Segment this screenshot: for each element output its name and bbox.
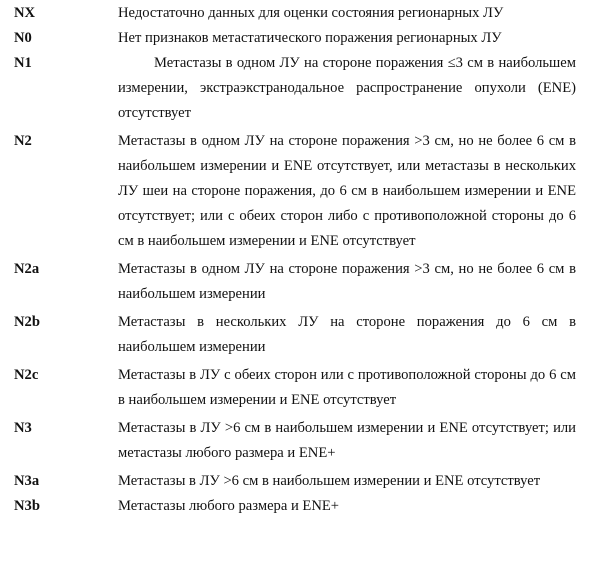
n-classification-table: [0, 1, 604, 519]
stage-code: N2: [14, 133, 32, 149]
stage-description: Метастазы в ЛУ >6 см в наибольшем измерении и ENE отсутствует: [118, 473, 541, 489]
stage-code: N3: [14, 420, 32, 436]
table-row: [0, 26, 604, 51]
stage-description: Метастазы в нескольких ЛУ на стороне поражения до 6 см в наибольшем измерении: [118, 314, 576, 355]
stage-description: Недостаточно данных для оценки состояния регионарных ЛУ: [118, 5, 504, 21]
stage-code: N2a: [14, 261, 40, 277]
table-row: [0, 51, 604, 129]
stage-code: N2c: [14, 367, 39, 383]
stage-description: Нет признаков метастатического поражения регионарных ЛУ: [118, 30, 502, 46]
stage-code: N2b: [14, 314, 40, 330]
stage-description: Метастазы в одном ЛУ на стороне поражения ≤3 см в наибольшем измерении, экстраэкстранодальное распространение опухоли (ENE) отсутствует: [118, 55, 576, 121]
stage-code: N3b: [14, 498, 40, 514]
stage-code: N1: [14, 55, 32, 71]
table-row: [0, 257, 604, 310]
stage-description: Метастазы любого размера и ENE+: [118, 498, 340, 514]
stage-code: N0: [14, 30, 32, 46]
table-row: [0, 310, 604, 363]
table-row: [0, 1, 604, 26]
stage-description: Метастазы в одном ЛУ на стороне поражения >3 см, но не более 6 см в наибольшем измерении и ENE отсутствует, или метастазы в нескольких ЛУ шеи на стороне поражения, до 6 см в наибольшем измерении и ENE отсутствует; или с обеих сторон либо с противоположной стороны до 6 см в наибольшем измерении и ENE отсутствует: [118, 133, 576, 249]
stage-description: Метастазы в ЛУ >6 см в наибольшем измерении и ENE отсутствует; или метастазы любого размера и ENE+: [118, 420, 576, 461]
stage-description: Метастазы в одном ЛУ на стороне поражения >3 см, но не более 6 см в наибольшем измерении: [118, 261, 576, 302]
table-row: [0, 416, 604, 469]
stage-code: NX: [14, 5, 36, 21]
table-row: [0, 363, 604, 416]
table-row: [0, 129, 604, 257]
stage-code: N3a: [14, 473, 40, 489]
table-row: [0, 494, 604, 519]
table-row: [0, 469, 604, 494]
stage-description: Метастазы в ЛУ с обеих сторон или с противоположной стороны до 6 см в наибольшем измерении и ENE отсутствует: [118, 367, 576, 408]
